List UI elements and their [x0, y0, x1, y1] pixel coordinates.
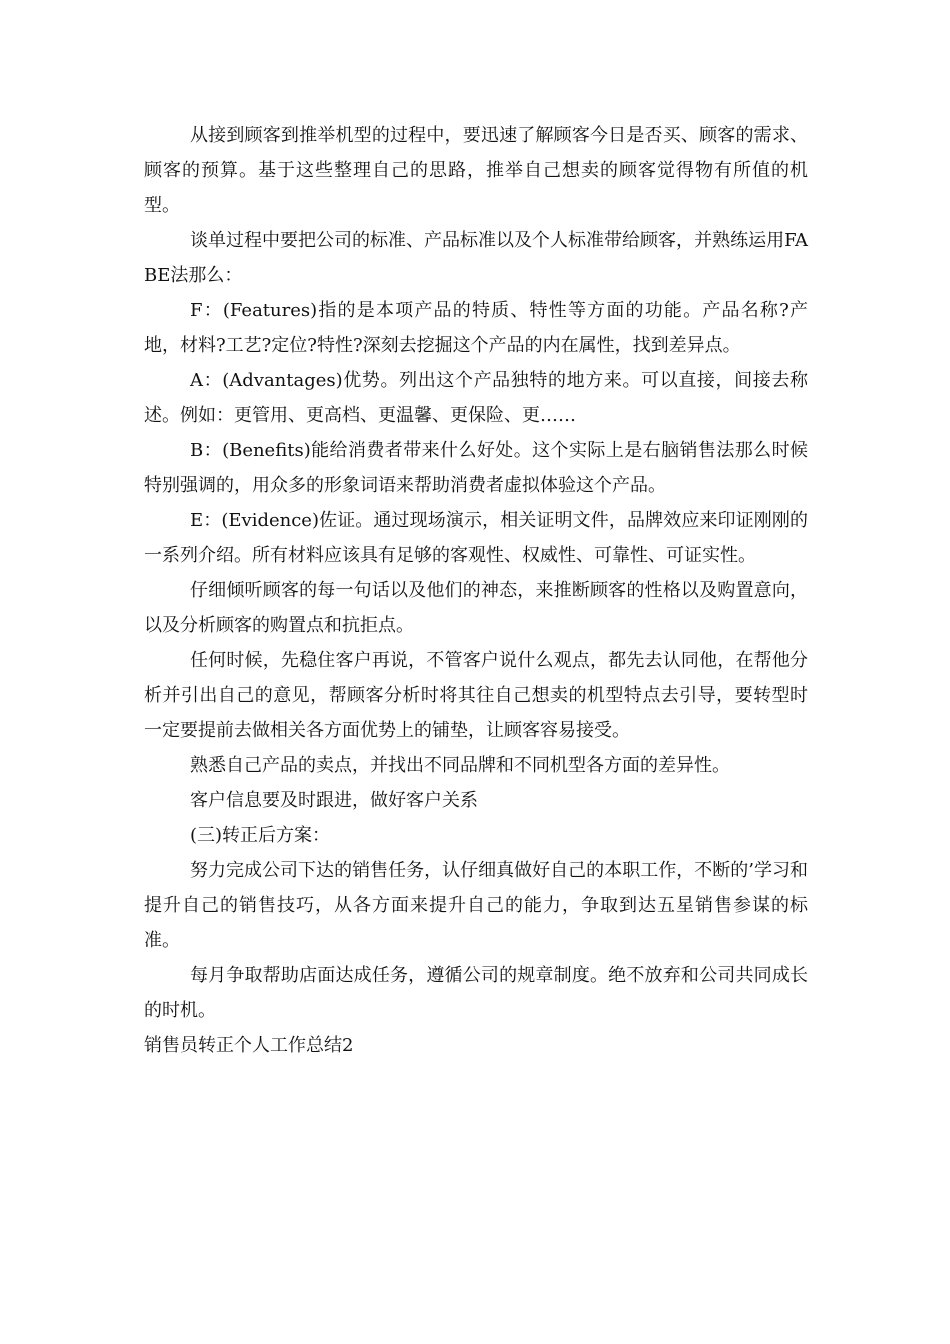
paragraph-7: 仔细倾听顾客的每一句话以及他们的神态，来推断顾客的性格以及购置意向，以及分析顾客的购置点和抗拒点。 [144, 580, 808, 636]
paragraph-8: 任何时候，先稳住客户再说，不管客户说什么观点，都先去认同他，在帮他分析并引出自己的意见，帮顾客分析时将其往自己想卖的机型特点去引导，要转型时一定要提前去做相关各方面优势上的铺垫，让顾客容易接受。 [144, 650, 808, 741]
paragraph-13: 每月争取帮助店面达成任务，遵循公司的规章制度。绝不放弃和公司共同成长的时机。 [144, 965, 808, 1021]
paragraph-9: 熟悉自己产品的卖点，并找出不同品牌和不同机型各方面的差异性。 [190, 755, 730, 776]
document-body [144, 118, 808, 1063]
section-heading-plan: (三)转正后方案： [190, 825, 331, 846]
paragraph-advantages: A：(Advantages)优势。列出这个产品独特的地方来。可以直接，间接去称述。例如：更管用、更高档、更温馨、更保险、更…… [144, 370, 808, 426]
paragraph-10: 客户信息要及时跟进，做好客户关系 [190, 790, 478, 811]
paragraph-12: 努力完成公司下达的销售任务，认仔细真做好自己的本职工作，不断的’学习和提升自己的销售技巧，从各方面来提升自己的能力，争取到达五星销售参谋的标准。 [144, 860, 808, 951]
document-heading: 销售员转正个人工作总结2 [144, 1035, 354, 1056]
paragraph-evidence: E：(Evidence)佐证。通过现场演示，相关证明文件，品牌效应来印证刚刚的一系列介绍。所有材料应该具有足够的客观性、权威性、可靠性、可证实性。 [144, 510, 808, 566]
paragraph-2: 谈单过程中要把公司的标准、产品标准以及个人标准带给顾客，并熟练运用FABE法那么： [144, 230, 808, 286]
paragraph-1: 从接到顾客到推举机型的过程中，要迅速了解顾客今日是否买、顾客的需求、顾客的预算。基于这些整理自己的思路，推举自己想卖的顾客觉得物有所值的机型。 [144, 125, 808, 216]
paragraph-features: F：(Features)指的是本项产品的特质、特性等方面的功能。产品名称?产地，材料?工艺?定位?特性?深刻去挖掘这个产品的内在属性，找到差异点。 [144, 300, 808, 356]
paragraph-benefits: B：(Benefits)能给消费者带来什么好处。这个实际上是右脑销售法那么时候特别强调的，用众多的形象词语来帮助消费者虚拟体验这个产品。 [144, 440, 808, 496]
